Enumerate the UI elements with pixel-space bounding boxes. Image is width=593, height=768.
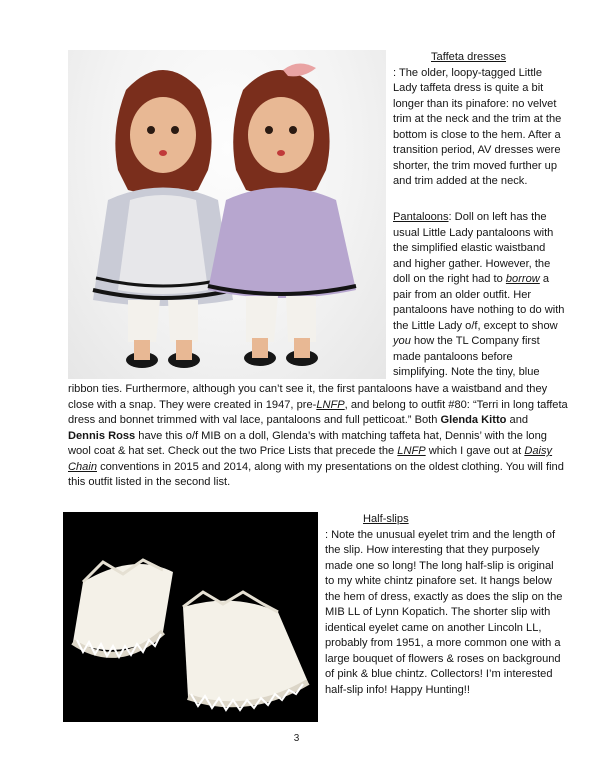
taffeta-text: : The older, loopy-tagged Little Lady taffeta dress is quite a bit longer than its pinafore: no velvet trim at the neck and the trim at the bottom is close to the hem. After a transition period, AV dresses were shorter, the trim moved further up and trim added at the neck. <box>393 66 562 187</box>
pantaloons-text-2: a pair from an older outfit. Her pantaloons have nothing to do with the Little Lady o/f, except to show <box>393 273 565 332</box>
pantaloons-heading: Pantaloons <box>393 211 449 223</box>
page-number: 3 <box>293 733 300 744</box>
half-slips-paragraph <box>325 512 565 698</box>
pantaloons-paragraph <box>393 210 565 381</box>
pantaloons-cont-2: , and belong to outfit #80: “Terri in long taffeta dress and bonnet trimmed with val lace, pantaloons and full petticoat.” Both <box>68 398 568 426</box>
taffeta-heading: Taffeta dresses <box>431 51 507 63</box>
half-slips-photo <box>63 512 318 722</box>
half-slips-heading: Half-slips <box>363 513 409 525</box>
taffeta-paragraph <box>393 50 565 190</box>
pantaloons-borrow: borrow <box>505 273 540 285</box>
pantaloons-cont-5: conventions in 2015 and 2014, along with my presentations on the oldest clothing. You will find this outfit listed in the second list. <box>68 460 564 488</box>
lnfp-reference: LNFP <box>316 398 345 411</box>
lnfp-reference-2: LNFP <box>397 445 426 457</box>
collector-name-2: Dennis Ross <box>68 429 136 442</box>
pantaloons-cont-1: ribbon ties. Furthermore, although you can’t see it, the first pantaloons have a waistband and they close with a snap. They were created in 1947, pre- <box>68 383 548 411</box>
collector-name-1: Glenda Kitto <box>440 414 507 426</box>
short-half-slip <box>183 592 308 710</box>
left-doll <box>93 70 233 368</box>
pantaloons-you: you <box>393 335 411 347</box>
pantaloons-continuation <box>68 382 568 491</box>
long-half-slip <box>73 560 173 657</box>
pantaloons-cont-4: which I gave out at <box>425 445 525 457</box>
pantaloons-cont-3: have this o/f MIB on a doll, Glenda’s with matching taffeta hat, Dennis’ with the long wool coat & hat set. Check out the two Price Lists that precede the <box>68 429 547 457</box>
daisy-chain-reference: Daisy Chain <box>68 445 553 473</box>
half-slips-text: : Note the unusual eyelet trim and the length of the slip. How interesting that they purposely made one so long! The long half-slip is original to my white chintz pinafore set. It hangs below the hem of dress, exactly as does the slip on the MIB LL of Lynn Kopatich. The shorter slip with identical eyelet came on another Lincoln LL, probably from 1951, a more common one with a large bouquet of flowers & roses on background of pink & blue chintz. Collectors! I’m interested half-slip info! Happy Hunting!! <box>325 528 563 696</box>
dolls-photo <box>68 50 386 379</box>
pantaloons-and: and <box>506 414 529 426</box>
pantaloons-text-1: : Doll on left has the usual Little Lady pantaloons with the simplified elastic waistband and higher gather. However, the doll on the right had to <box>393 211 554 285</box>
right-doll <box>208 63 356 366</box>
pantaloons-text-3: how the TL Company first made pantaloons before simplifying. Note the tiny, blue <box>393 335 540 378</box>
